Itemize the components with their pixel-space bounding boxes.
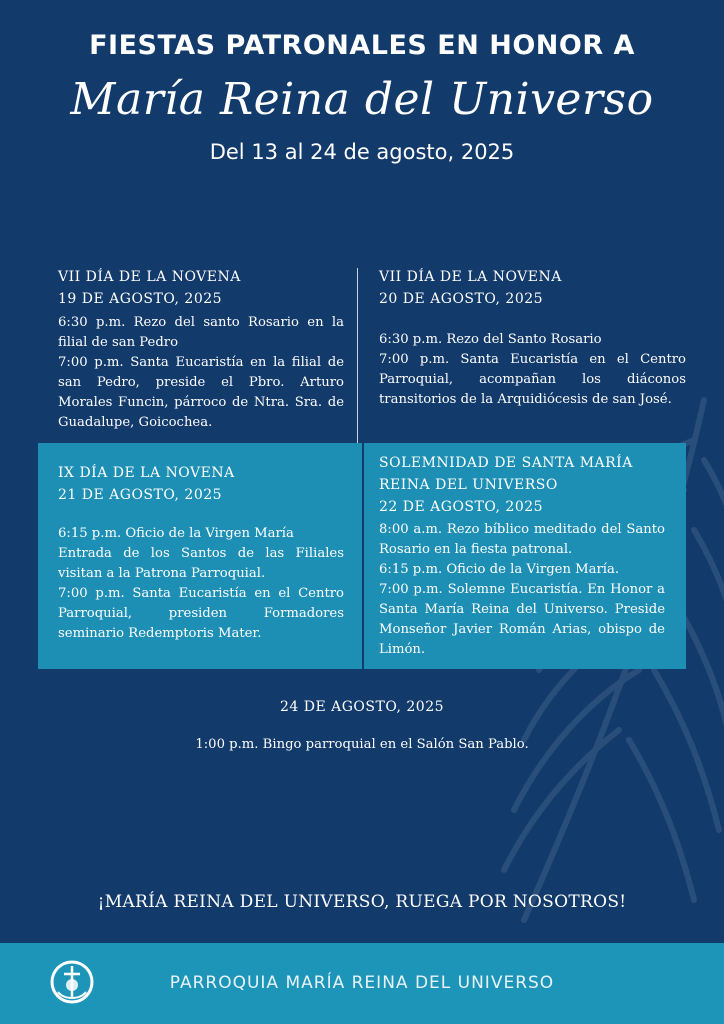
schedule-item: 8:00 a.m. Rezo bíblico meditado del Santo Rosario en la fiesta patronal. [379,522,665,557]
parish-name: PARROQUIA MARÍA REINA DEL UNIVERSO [169,973,555,993]
schedule-item: 6:15 p.m. Oficio de la Virgen María. [379,562,620,577]
solemnity-day-22 [379,452,665,660]
block-heading: VII DÍA DE LA NOVENA [379,269,562,285]
schedule-item: 7:00 p.m. Santa Eucaristía en el Centro Parroquial, acompañan los diáconos transitorios de la Arquidiócesis de san José. [379,352,686,407]
block-heading: VII DÍA DE LA NOVENA [58,269,241,285]
schedule-item: 7:00 p.m. Solemne Eucaristía. En Honor a Santa María Reina del Universo. Preside Monseñor Javier Román Arias, obispo de Limón. [379,582,665,657]
block-heading: SOLEMNIDAD DE SANTA MARÍA REINA DEL UNIVERSO [379,455,633,493]
closing-prayer: ¡MARÍA REINA DEL UNIVERSO, RUEGA POR NOSOTROS! [97,892,627,912]
block-date: 20 DE AGOSTO, 2025 [379,291,544,307]
schedule-item: Entrada de los Santos de las Filiales visitan a la Patrona Parroquial. [58,546,344,581]
poster-script-title: María Reina del Universo [70,74,654,125]
block-date: 21 DE AGOSTO, 2025 [58,487,223,503]
poster-dates: Del 13 al 24 de agosto, 2025 [209,140,515,164]
schedule-item: 6:15 p.m. Oficio de la Virgen María [58,526,294,541]
poster-title: FIESTAS PATRONALES EN HONOR A [89,30,635,61]
novena-day-21 [58,462,344,644]
band-divider [362,443,364,669]
final-event-item: 1:00 p.m. Bingo parroquial en el Salón San Pablo. [195,737,529,752]
column-divider [357,268,358,443]
schedule-item: 7:00 p.m. Santa Eucaristía en la filial de san Pedro, preside el Pbro. Arturo Morales Funcin, párroco de Ntra. Sra. de Guadalupe, Goicochea. [58,355,344,430]
block-heading: IX DÍA DE LA NOVENA [58,465,235,481]
schedule-item: 6:30 p.m. Rezo del Santo Rosario [379,332,602,347]
block-date: 22 DE AGOSTO, 2025 [379,499,544,515]
schedule-item: 6:30 p.m. Rezo del santo Rosario en la filial de san Pedro [58,315,344,350]
schedule-item: 7:00 p.m. Santa Eucaristía en el Centro Parroquial, presiden Formadores seminario Redemptoris Mater. [58,586,344,641]
block-date: 19 DE AGOSTO, 2025 [58,291,223,307]
novena-day-20 [379,266,686,410]
final-event-date: 24 DE AGOSTO, 2025 [279,699,445,715]
novena-day-19 [58,266,344,433]
